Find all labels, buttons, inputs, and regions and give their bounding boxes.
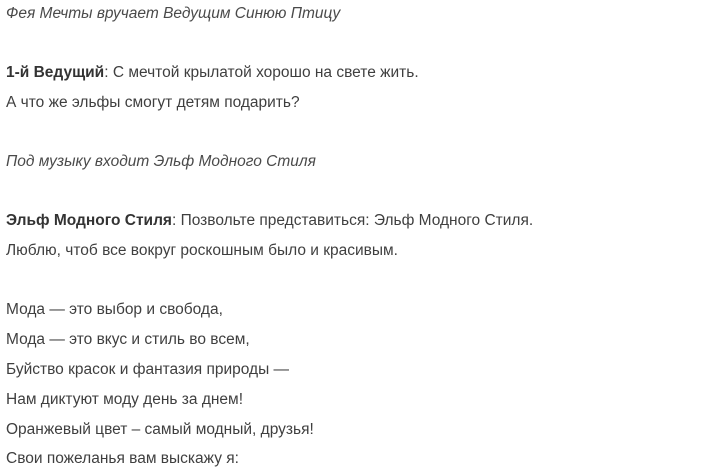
poem-line: Буйство красок и фантазия природы — bbox=[6, 361, 290, 378]
dialogue-line bbox=[6, 211, 533, 231]
poem-line: Мода — это вкус и стиль во всем, bbox=[6, 331, 250, 348]
speaker-separator: : bbox=[171, 212, 181, 229]
dialogue-text: Позвольте представиться: Эльф Модного Стиля. bbox=[180, 212, 534, 229]
poem-line: Оранжевый цвет – самый модный, друзья! bbox=[6, 421, 314, 438]
speaker-name: Эльф Модного Стиля bbox=[6, 212, 172, 229]
stage-direction: Под музыку входит Эльф Модного Стиля bbox=[6, 153, 316, 170]
dialogue-line: А что же эльфы смогут детям подарить? bbox=[6, 94, 300, 111]
dialogue-line bbox=[6, 63, 419, 83]
poem-line: Свои пожеланья вам выскажу я: bbox=[6, 450, 239, 467]
speaker-separator: : bbox=[104, 64, 113, 81]
poem-line: Мода — это выбор и свобода, bbox=[6, 301, 223, 318]
dialogue-line: Люблю, чтоб все вокруг роскошным было и красивым. bbox=[6, 242, 398, 259]
poem-line: Нам диктуют моду день за днем! bbox=[6, 391, 244, 408]
speaker-name: 1-й Ведущий bbox=[6, 64, 105, 81]
dialogue-text: С мечтой крылатой хорошо на свете жить. bbox=[112, 64, 419, 81]
stage-direction: Фея Мечты вручает Ведущим Синюю Птицу bbox=[6, 5, 341, 22]
